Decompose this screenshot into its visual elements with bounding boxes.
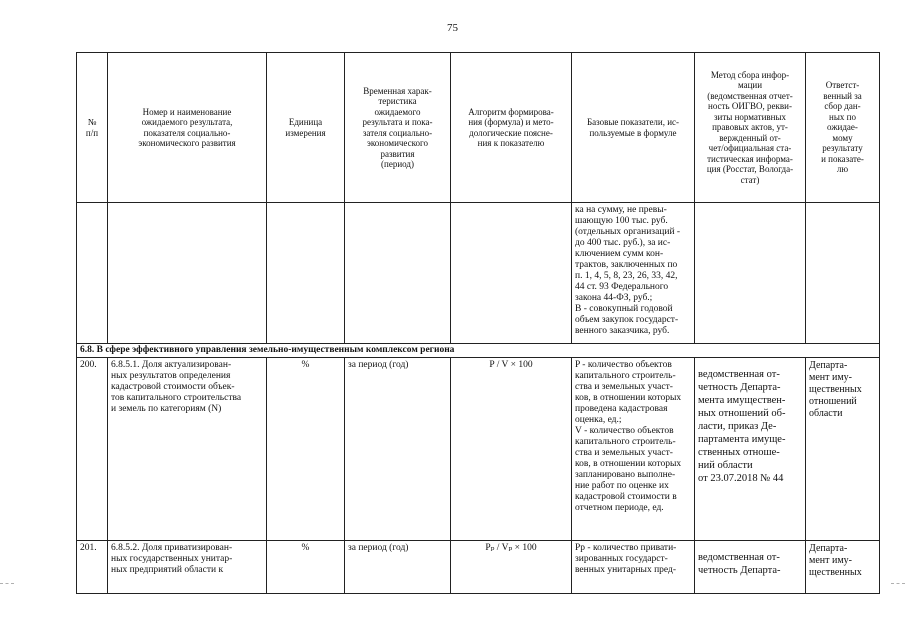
cell-name: 6.8.5.1. Доля актуализирован- ных результатов определения кадастровой стоимости объек- тов капитального строительства и земель по категориям (N) xyxy=(108,358,267,541)
cell-empty xyxy=(806,203,880,344)
header-number: № п/п xyxy=(77,53,108,203)
indicator-table xyxy=(76,52,880,594)
cell-empty xyxy=(267,203,345,344)
header-formula: Алгоритм формирова- ния (формула) и мето- дологические поясне- ния к показателю xyxy=(451,53,572,203)
cell-empty xyxy=(345,203,451,344)
cell-number: 201. xyxy=(77,541,108,594)
cell-empty xyxy=(77,203,108,344)
page-number: 75 xyxy=(447,22,458,34)
header-base: Базовые показатели, ис- пользуемые в формуле xyxy=(572,53,695,203)
cell-responsible: Департа- мент иму- щественных отношений области xyxy=(806,358,880,541)
cell-name: 6.8.5.2. Доля приватизирован- ных государственных унитар- ных предприятий области к xyxy=(108,541,267,594)
table-row xyxy=(77,358,880,541)
cell-empty xyxy=(695,203,806,344)
header-period: Временная харак- теристика ожидаемого результата и пока- зателя социально- экономического развития (период) xyxy=(345,53,451,203)
cell-base: P - количество объектов капитального строитель- ства и земельных участ- ков, в отношении которых проведена кадастровая оценка, ед.; V - количество объектов капитального строитель- ства и земельных участ- ков, в отношении которых запланировано выполне- ние работ по оценке их кадастровой стоимости в отчетном периоде, ед. xyxy=(572,358,695,541)
cell-period: за период (год) xyxy=(345,358,451,541)
header-method: Метод сбора инфор- мации (ведомственная отчет- ность ОИГВО, рекви- зиты нормативных правовых актов, ут- вержденный от- чет/официальная ста- тистическая информа- ция (Росстат, Вологда- стат) xyxy=(695,53,806,203)
cell-period: за период (год) xyxy=(345,541,451,594)
cell-base-continuation: ка на сумму, не превы- шающую 100 тыс. руб. (отдельных организаций - до 400 тыс. руб.), за ис- ключением сумм кон- трактов, заключенных по п. 1, 4, 5, 8, 23, 26, 33, 42, 44 ст. 93 Федерального закона 44-ФЗ, руб.; В - совокупный годовой объем закупок государст- венного заказчика, руб. xyxy=(572,203,695,344)
cell-method: ведомственная от- четность Департа- мента имуществен- ных отношений об- ласти, приказ Де- партамента имуще- ственных отноше- ний области от 23.07.2018 № 44 xyxy=(695,358,806,541)
header-name: Номер и наименование ожидаемого результата, показателя социально- экономического развития xyxy=(108,53,267,203)
cell-formula: Pₚ / Vₚ × 100 xyxy=(451,541,572,594)
section-title: 6.8. В сфере эффективного управления земельно-имущественным комплексом региона xyxy=(77,344,880,358)
cell-empty xyxy=(451,203,572,344)
indicator-table-wrapper xyxy=(76,52,879,578)
cell-number: 200. xyxy=(77,358,108,541)
header-responsible: Ответст- венный за сбор дан- ных по ожидае- мому результату и показате- лю xyxy=(806,53,880,203)
section-row xyxy=(77,344,880,358)
cell-empty xyxy=(108,203,267,344)
cell-formula: P / V × 100 xyxy=(451,358,572,541)
page-edge-dash-left xyxy=(0,583,14,584)
cell-base: Pp - количество привати- зированных государст- венных унитарных пред- xyxy=(572,541,695,594)
cell-unit: % xyxy=(267,541,345,594)
header-unit: Единица измерения xyxy=(267,53,345,203)
cell-responsible: Департа- мент иму- щественных xyxy=(806,541,880,594)
page-edge-dash-right xyxy=(891,583,905,584)
table-row xyxy=(77,541,880,594)
table-header-row xyxy=(77,53,880,203)
cell-method: ведомственная от- четность Департа- xyxy=(695,541,806,594)
table-row-continuation xyxy=(77,203,880,344)
cell-unit: % xyxy=(267,358,345,541)
